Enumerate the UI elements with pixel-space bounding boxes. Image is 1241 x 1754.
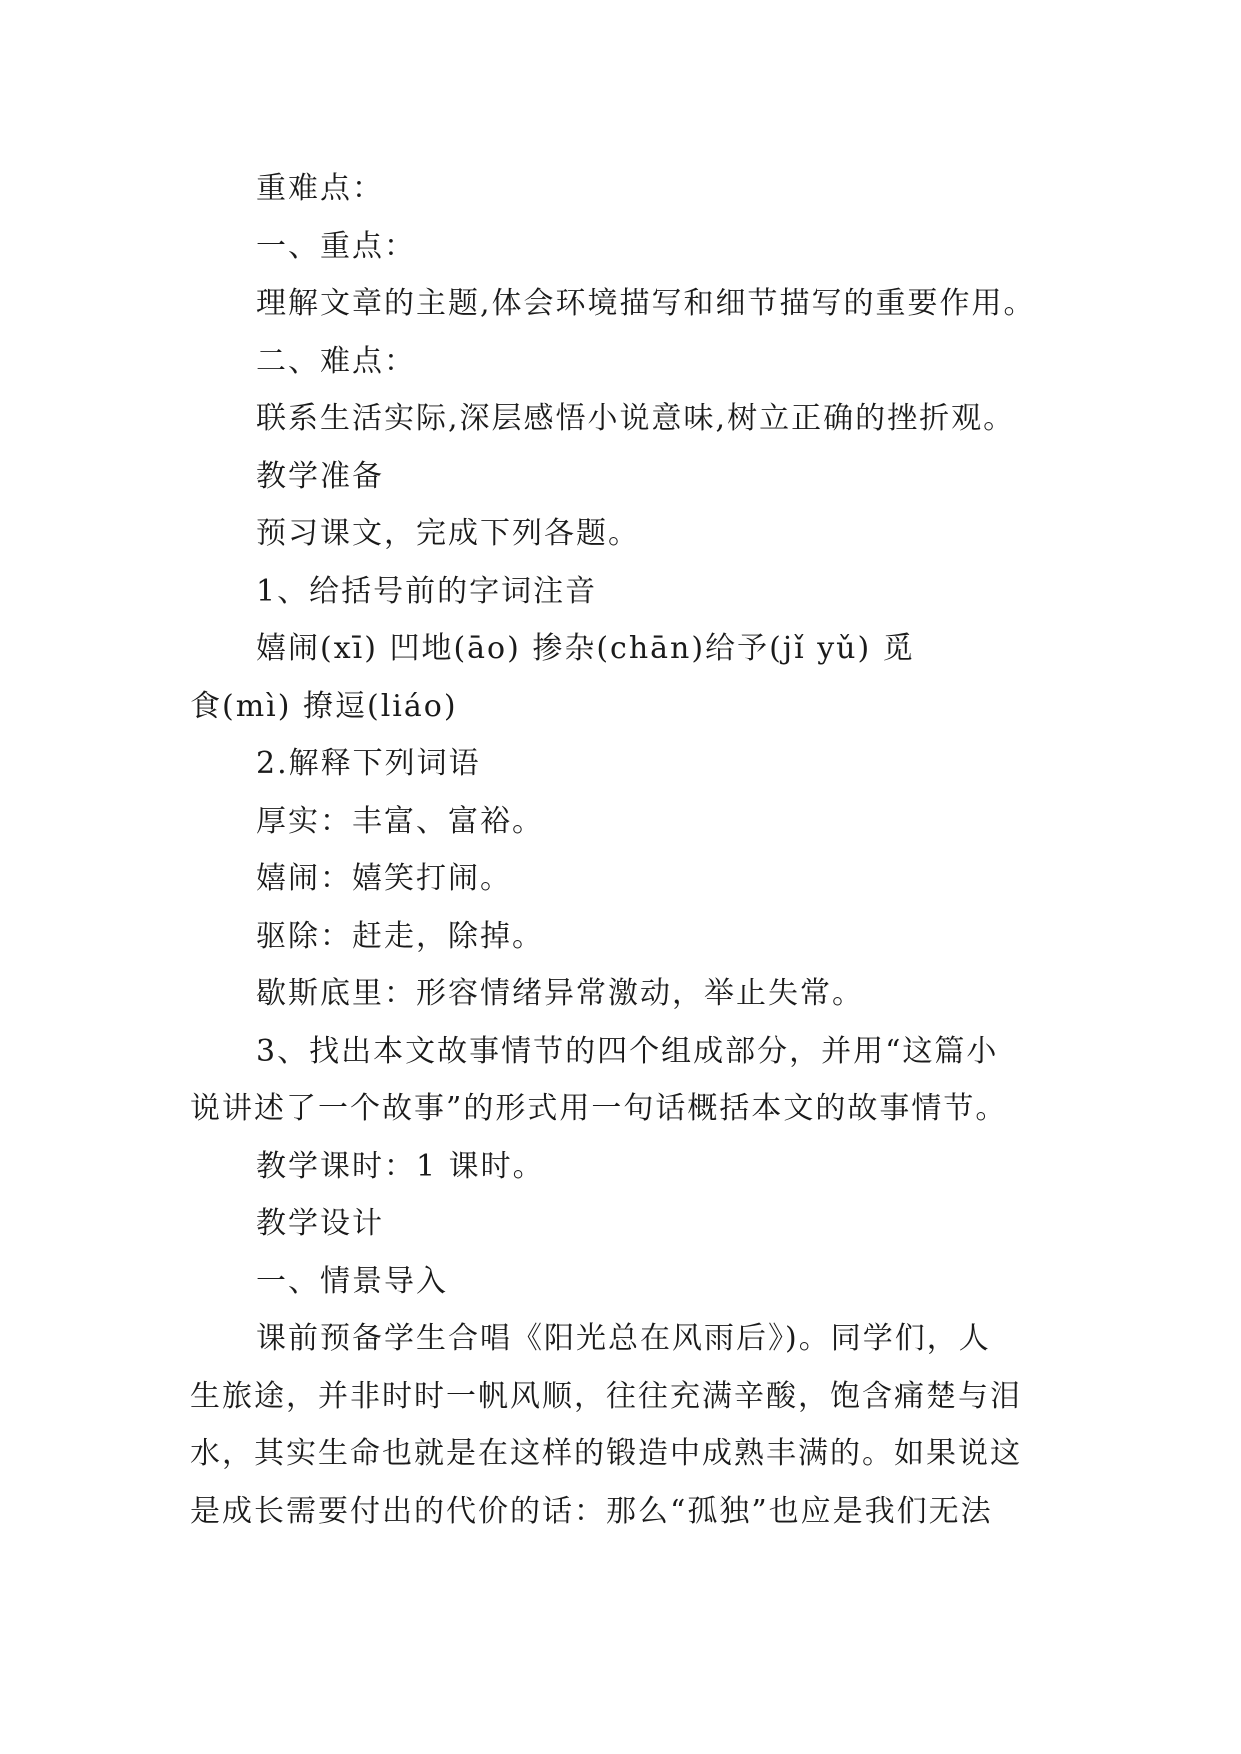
text-line: 是成长需要付出的代价的话：那么“孤独”也应是我们无法 bbox=[190, 1493, 993, 1529]
text-line: 2.解释下列词语 bbox=[256, 746, 481, 781]
text-line: 一、重点： bbox=[256, 228, 416, 264]
text-line: 嬉闹：嬉笑打闹。 bbox=[256, 861, 512, 896]
text-line: 3、找出本文故事情节的四个组成部分，并用“这篇小 bbox=[256, 1033, 999, 1069]
document-body bbox=[190, 160, 1070, 1540]
text-line: 一、情景导入 bbox=[256, 1263, 448, 1299]
text-line: 说讲述了一个故事”的形式用一句话概括本文的故事情节。 bbox=[190, 1091, 1008, 1126]
text-line: 食(mì) 撩逗(liáo) bbox=[190, 688, 458, 724]
text-line: 驱除：赶走，除掉。 bbox=[256, 918, 544, 954]
text-line: 教学准备 bbox=[256, 458, 384, 494]
text-line: 生旅途，并非时时一帆风顺，往往充满辛酸，饱含痛楚与泪 bbox=[190, 1378, 1022, 1414]
text-line: 预习课文，完成下列各题。 bbox=[256, 516, 640, 551]
text-line: 厚实：丰富、富裕。 bbox=[256, 803, 544, 839]
text-line: 重难点： bbox=[256, 171, 384, 206]
text-line: 二、难点： bbox=[256, 343, 416, 379]
text-line: 联系生活实际,深层感悟小说意味,树立正确的挫折观。 bbox=[256, 401, 1016, 436]
text-line: 教学设计 bbox=[256, 1206, 384, 1241]
text-line: 理解文章的主题,体会环境描写和细节描写的重要作用。 bbox=[256, 286, 1036, 321]
text-line: 嬉闹(xī) 凹地(āo) 掺杂(chān)给予(jǐ yǔ) 觅 bbox=[256, 631, 915, 666]
text-line: 教学课时：1 课时。 bbox=[256, 1148, 545, 1184]
text-line: 1、给括号前的字词注音 bbox=[256, 573, 598, 609]
text-line: 水，其实生命也就是在这样的锻造中成熟丰满的。如果说这 bbox=[190, 1436, 1022, 1471]
text-line: 歇斯底里：形容情绪异常激动，举止失常。 bbox=[256, 976, 864, 1011]
text-line: 课前预备学生合唱《阳光总在风雨后》)。同学们，人 bbox=[256, 1321, 991, 1356]
